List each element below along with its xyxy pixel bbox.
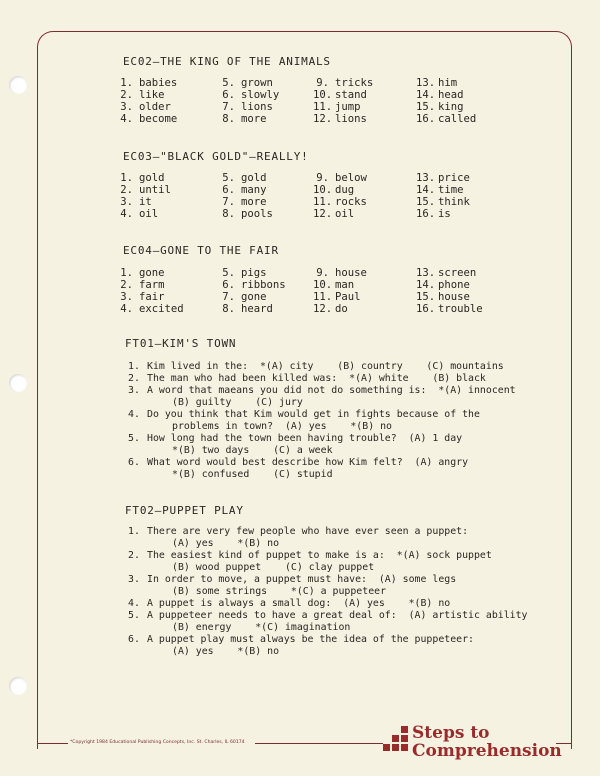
question-line bbox=[128, 373, 486, 385]
word-number: 9. bbox=[316, 172, 329, 184]
word-answer: like bbox=[139, 89, 165, 101]
question-number: 6. bbox=[128, 457, 140, 468]
word-number: 13. bbox=[416, 77, 436, 89]
question-line bbox=[128, 550, 492, 562]
word-item bbox=[313, 77, 373, 89]
word-answer: head bbox=[438, 89, 464, 101]
word-number: 15. bbox=[416, 101, 436, 113]
word-item bbox=[219, 77, 273, 89]
question-number: 3. bbox=[128, 574, 140, 585]
question-text: In order to move, a puppet must have: (A) some legs bbox=[147, 574, 457, 585]
word-item bbox=[313, 101, 361, 113]
word-number: 9. bbox=[316, 267, 329, 279]
word-item bbox=[313, 291, 361, 303]
word-number: 16. bbox=[416, 208, 436, 220]
word-answer: babies bbox=[139, 77, 178, 89]
word-item bbox=[219, 279, 286, 291]
word-answer: pigs bbox=[241, 267, 267, 279]
word-answer: gone bbox=[241, 291, 267, 303]
word-number: 2. bbox=[120, 279, 133, 291]
answer-choices-line: *(B) confused (C) stupid bbox=[172, 469, 333, 480]
word-number: 4. bbox=[120, 303, 133, 315]
word-number: 10. bbox=[313, 184, 333, 196]
word-item bbox=[416, 303, 483, 315]
bottom-rule-middle bbox=[255, 743, 383, 744]
brand-title-line2: Comprehension bbox=[412, 741, 562, 761]
question-line bbox=[128, 610, 528, 622]
word-answer: king bbox=[438, 101, 464, 113]
word-answer: house bbox=[438, 291, 470, 303]
word-answer: phone bbox=[438, 279, 470, 291]
question-line bbox=[128, 526, 468, 538]
word-item bbox=[313, 89, 367, 101]
word-number: 14. bbox=[416, 184, 436, 196]
word-number: 7. bbox=[222, 291, 235, 303]
word-item bbox=[117, 113, 177, 125]
word-answer: oil bbox=[335, 208, 355, 220]
word-item bbox=[117, 77, 177, 89]
word-number: 9. bbox=[316, 77, 329, 89]
word-number: 11. bbox=[313, 101, 333, 113]
question-text: A puppet play must always be the idea of the puppeteer: bbox=[147, 634, 474, 645]
word-answer: screen bbox=[438, 267, 477, 279]
word-item bbox=[416, 172, 470, 184]
word-number: 1. bbox=[120, 77, 133, 89]
word-answer: below bbox=[335, 172, 367, 184]
word-answer: time bbox=[438, 184, 464, 196]
question-text: The man who had been killed was: *(A) white (B) black bbox=[147, 373, 486, 384]
word-item bbox=[219, 101, 273, 113]
word-item bbox=[117, 196, 152, 208]
word-item bbox=[219, 184, 267, 196]
word-answer: many bbox=[241, 184, 267, 196]
question-number: 2. bbox=[128, 550, 140, 561]
word-answer: lions bbox=[241, 101, 273, 113]
word-answer: pools bbox=[241, 208, 273, 220]
word-number: 3. bbox=[120, 196, 133, 208]
word-answer: Paul bbox=[335, 291, 361, 303]
word-number: 13. bbox=[416, 172, 436, 184]
word-number: 14. bbox=[416, 89, 436, 101]
word-item bbox=[219, 89, 279, 101]
word-item bbox=[416, 89, 464, 101]
word-item bbox=[117, 208, 158, 220]
word-answer: stand bbox=[335, 89, 367, 101]
word-item bbox=[117, 303, 184, 315]
word-answer: ribbons bbox=[241, 279, 286, 291]
word-number: 1. bbox=[120, 267, 133, 279]
word-number: 4. bbox=[120, 208, 133, 220]
word-number: 2. bbox=[120, 184, 133, 196]
word-number: 8. bbox=[222, 303, 235, 315]
question-line bbox=[128, 634, 474, 646]
question-line bbox=[128, 598, 450, 610]
word-item bbox=[416, 77, 457, 89]
word-item bbox=[416, 267, 476, 279]
word-item bbox=[313, 279, 354, 291]
question-number: 4. bbox=[128, 598, 140, 609]
question-number: 4. bbox=[128, 409, 140, 420]
word-answer: more bbox=[241, 196, 267, 208]
word-answer: house bbox=[335, 267, 367, 279]
word-item bbox=[416, 279, 470, 291]
question-number: 3. bbox=[128, 385, 140, 396]
word-answer: until bbox=[139, 184, 171, 196]
word-number: 8. bbox=[222, 113, 235, 125]
word-number: 3. bbox=[120, 101, 133, 113]
word-number: 7. bbox=[222, 101, 235, 113]
question-number: 5. bbox=[128, 433, 140, 444]
word-answer: man bbox=[335, 279, 355, 291]
word-number: 6. bbox=[222, 279, 235, 291]
word-number: 8. bbox=[222, 208, 235, 220]
word-answer: think bbox=[438, 196, 470, 208]
word-number: 12. bbox=[313, 303, 333, 315]
word-item bbox=[313, 303, 348, 315]
answer-choices-line: (A) yes *(B) no bbox=[172, 538, 280, 549]
word-answer: gold bbox=[241, 172, 267, 184]
word-item bbox=[219, 291, 267, 303]
word-number: 11. bbox=[313, 291, 333, 303]
word-answer: lions bbox=[335, 113, 367, 125]
answer-choices-line: (B) wood puppet (C) clay puppet bbox=[172, 562, 375, 573]
ft02-title: FT02—PUPPET PLAY bbox=[125, 504, 244, 517]
word-answer: oil bbox=[139, 208, 159, 220]
word-item bbox=[416, 291, 470, 303]
word-number: 10. bbox=[313, 279, 333, 291]
word-item bbox=[117, 291, 165, 303]
word-number: 15. bbox=[416, 291, 436, 303]
word-number: 1. bbox=[120, 172, 133, 184]
word-item bbox=[219, 208, 273, 220]
ft01-title: FT01—KIM'S TOWN bbox=[125, 337, 237, 350]
answer-choices-line: (B) energy *(C) imagination bbox=[172, 622, 351, 633]
word-item bbox=[416, 101, 464, 113]
word-item bbox=[117, 184, 171, 196]
word-number: 7. bbox=[222, 196, 235, 208]
word-number: 4. bbox=[120, 113, 133, 125]
question-number: 6. bbox=[128, 634, 140, 645]
question-number: 2. bbox=[128, 373, 140, 384]
word-number: 12. bbox=[313, 208, 333, 220]
copyright-notice: *Copyright 1984 Educational Publishing Concepts, Inc. St. Charles, IL 60174 bbox=[70, 740, 245, 745]
word-item bbox=[416, 184, 464, 196]
word-answer: more bbox=[241, 113, 267, 125]
word-answer: become bbox=[139, 113, 178, 125]
word-number: 3. bbox=[120, 291, 133, 303]
question-text: The easiest kind of puppet to make is a: *(A) sock puppet bbox=[147, 550, 492, 561]
question-text: What word would best describe how Kim felt? (A) angry bbox=[147, 457, 469, 468]
word-answer: trouble bbox=[438, 303, 483, 315]
word-number: 14. bbox=[416, 279, 436, 291]
question-text: A puppet is always a small dog: (A) yes *(B) no bbox=[147, 598, 451, 609]
word-answer: dug bbox=[335, 184, 355, 196]
word-answer: do bbox=[335, 303, 348, 315]
word-item bbox=[117, 279, 165, 291]
word-answer: excited bbox=[139, 303, 184, 315]
word-item bbox=[117, 172, 165, 184]
word-number: 2. bbox=[120, 89, 133, 101]
word-item bbox=[416, 113, 476, 125]
answer-choices-line: (B) guilty (C) jury bbox=[172, 397, 303, 408]
word-item bbox=[313, 208, 354, 220]
word-item bbox=[117, 89, 165, 101]
word-number: 5. bbox=[222, 172, 235, 184]
ec02-title: EC02—THE KING OF THE ANIMALS bbox=[123, 55, 331, 68]
word-answer: him bbox=[438, 77, 458, 89]
word-item bbox=[219, 196, 267, 208]
question-text: How long had the town been having trouble? (A) 1 day bbox=[147, 433, 463, 444]
word-item bbox=[313, 184, 354, 196]
word-item bbox=[219, 267, 267, 279]
word-number: 11. bbox=[313, 196, 333, 208]
word-item bbox=[313, 172, 367, 184]
question-line bbox=[128, 574, 456, 586]
question-number: 5. bbox=[128, 610, 140, 621]
answer-choices-line: (A) yes *(B) no bbox=[172, 646, 280, 657]
answer-choices-line: (B) some strings *(C) a puppeteer bbox=[172, 586, 387, 597]
question-number: 1. bbox=[128, 361, 140, 372]
question-text: Kim lived in the: *(A) city (B) country (C) mountains bbox=[147, 361, 504, 372]
bottom-rule-left bbox=[37, 743, 68, 744]
word-answer: it bbox=[139, 196, 152, 208]
word-answer: rocks bbox=[335, 196, 367, 208]
word-answer: gold bbox=[139, 172, 165, 184]
word-item bbox=[416, 196, 470, 208]
word-answer: fair bbox=[139, 291, 165, 303]
word-answer: farm bbox=[139, 279, 165, 291]
word-answer: jump bbox=[335, 101, 361, 113]
answer-choices-line: problems in town? (A) yes *(B) no bbox=[172, 421, 392, 432]
brand-title-line1: Steps to bbox=[412, 723, 490, 743]
word-item bbox=[117, 101, 171, 113]
word-answer: tricks bbox=[335, 77, 374, 89]
word-number: 5. bbox=[222, 267, 235, 279]
word-answer: heard bbox=[241, 303, 273, 315]
word-number: 16. bbox=[416, 113, 436, 125]
word-answer: called bbox=[438, 113, 477, 125]
word-item bbox=[219, 303, 273, 315]
question-line bbox=[128, 361, 504, 373]
word-item bbox=[219, 172, 267, 184]
question-text: There are very few people who have ever seen a puppet: bbox=[147, 526, 469, 537]
word-number: 6. bbox=[222, 184, 235, 196]
word-item bbox=[313, 267, 367, 279]
word-number: 10. bbox=[313, 89, 333, 101]
word-item bbox=[313, 196, 367, 208]
answer-choices-line: *(B) two days (C) a week bbox=[172, 445, 333, 456]
word-item bbox=[313, 113, 367, 125]
word-item bbox=[416, 208, 451, 220]
word-answer: gone bbox=[139, 267, 165, 279]
word-answer: grown bbox=[241, 77, 273, 89]
word-number: 12. bbox=[313, 113, 333, 125]
question-number: 1. bbox=[128, 526, 140, 537]
word-item bbox=[219, 113, 267, 125]
word-number: 16. bbox=[416, 303, 436, 315]
word-number: 6. bbox=[222, 89, 235, 101]
word-number: 15. bbox=[416, 196, 436, 208]
word-answer: is bbox=[438, 208, 451, 220]
question-line bbox=[128, 457, 468, 469]
ec03-title: EC03—"BLACK GOLD"—REALLY! bbox=[123, 150, 309, 163]
word-number: 5. bbox=[222, 77, 235, 89]
word-answer: slowly bbox=[241, 89, 280, 101]
question-text: Do you think that Kim would get in fights because of the bbox=[147, 409, 480, 420]
question-line bbox=[128, 433, 462, 445]
question-text: A puppeteer needs to have a great deal of: (A) artistic ability bbox=[147, 610, 528, 621]
question-text: A word that maeans you did not do something is: *(A) innocent bbox=[147, 385, 516, 396]
word-item bbox=[117, 267, 165, 279]
question-line bbox=[128, 385, 516, 397]
question-line bbox=[128, 409, 480, 421]
word-answer: price bbox=[438, 172, 470, 184]
word-number: 13. bbox=[416, 267, 436, 279]
word-answer: older bbox=[139, 101, 171, 113]
ec04-title: EC04—GONE TO THE FAIR bbox=[123, 244, 279, 257]
